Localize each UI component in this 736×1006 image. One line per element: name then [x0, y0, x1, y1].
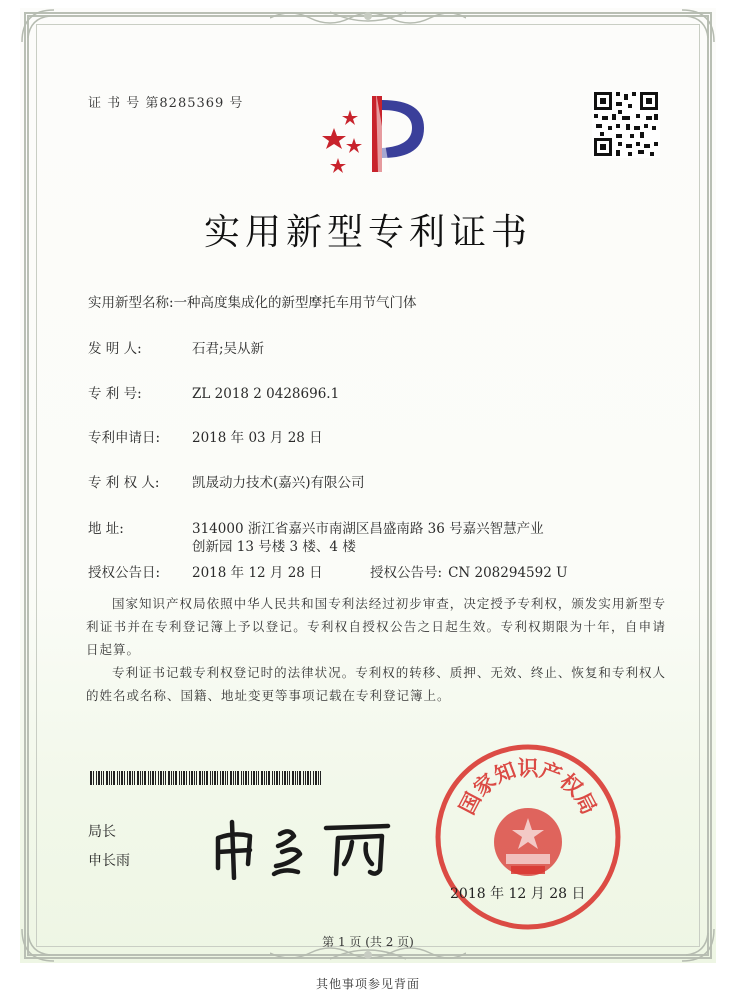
body-paragraph-2: 专利证书记载专利权登记时的法律状况。专利权的转移、质押、无效、终止、恢复和专利权人的姓名或名称、国籍、地址变更等事项记载在专利登记簿上。: [86, 665, 666, 703]
address-line-1: 314000 浙江省嘉兴市南湖区昌盛南路 36 号嘉兴智慧产业: [192, 521, 544, 537]
patentee-value: 凯晟动力技术(嘉兴)有限公司: [192, 475, 365, 491]
top-ornament: [270, 8, 466, 28]
utility-name-value: 一种高度集成化的新型摩托车用节气门体: [173, 295, 417, 311]
grant-number-value: CN 208294592 U: [448, 565, 568, 581]
patentee-row: [88, 471, 365, 491]
handwritten-signature: [210, 816, 400, 880]
corner-ornament: [20, 8, 56, 44]
inventor-value: 石君;吴从新: [192, 341, 265, 357]
grant-date-label: 授权公告日:: [88, 565, 161, 581]
svg-text:国家知识产权局: 国家知识产权局: [454, 756, 602, 819]
inventor-row: [88, 337, 264, 357]
director-title: 局长: [88, 824, 116, 840]
barcode-icon: [90, 771, 324, 785]
inventor-label: 发 明 人:: [88, 341, 142, 357]
page-number: 第 1 页 (共 2 页): [322, 935, 414, 949]
qr-code-icon: [592, 90, 660, 158]
grant-date-value: 2018 年 12 月 28 日: [192, 565, 323, 581]
patent-number-label: 专 利 号:: [88, 386, 142, 402]
utility-name-row: [88, 291, 417, 311]
footer-note: 其他事项参见背面: [315, 977, 420, 991]
certificate-sheet: [20, 8, 716, 963]
filing-date-value: 2018 年 03 月 28 日: [192, 430, 323, 446]
address-label: 地 址:: [88, 521, 124, 537]
filing-date-row: [88, 426, 323, 446]
grant-number-label: 授权公告号:: [370, 565, 443, 581]
patent-office-logo-icon: [320, 88, 430, 176]
corner-ornament: [680, 8, 716, 44]
patent-number-value: ZL 2018 2 0428696.1: [192, 386, 340, 402]
address-row: [88, 517, 544, 537]
official-seal-icon: [433, 742, 623, 932]
patent-number-row: [88, 382, 339, 402]
utility-name-label: 实用新型名称:: [88, 295, 174, 311]
patentee-label: 专 利 权 人:: [88, 475, 160, 491]
grant-date-row: [88, 561, 323, 581]
filing-date-label: 专利申请日:: [88, 430, 161, 446]
director-name: 申长雨: [88, 853, 130, 869]
certificate-title: 实用新型专利证书: [203, 212, 532, 253]
address-line-2: 创新园 13 号楼 3 楼、4 楼: [192, 539, 356, 555]
grant-number-row: [370, 561, 567, 581]
certificate-number: 证 书 号 第8285369 号: [88, 96, 244, 111]
seal-date: 2018 年 12 月 28 日: [450, 886, 586, 902]
body-paragraph-1: 国家知识产权局依照中华人民共和国专利法经过初步审查，决定授予专利权，颁发实用新型专利证书并在专利登记簿上予以登记。专利权自授权公告之日起生效。专利权期限为十年，自申请日起算。: [86, 596, 666, 657]
